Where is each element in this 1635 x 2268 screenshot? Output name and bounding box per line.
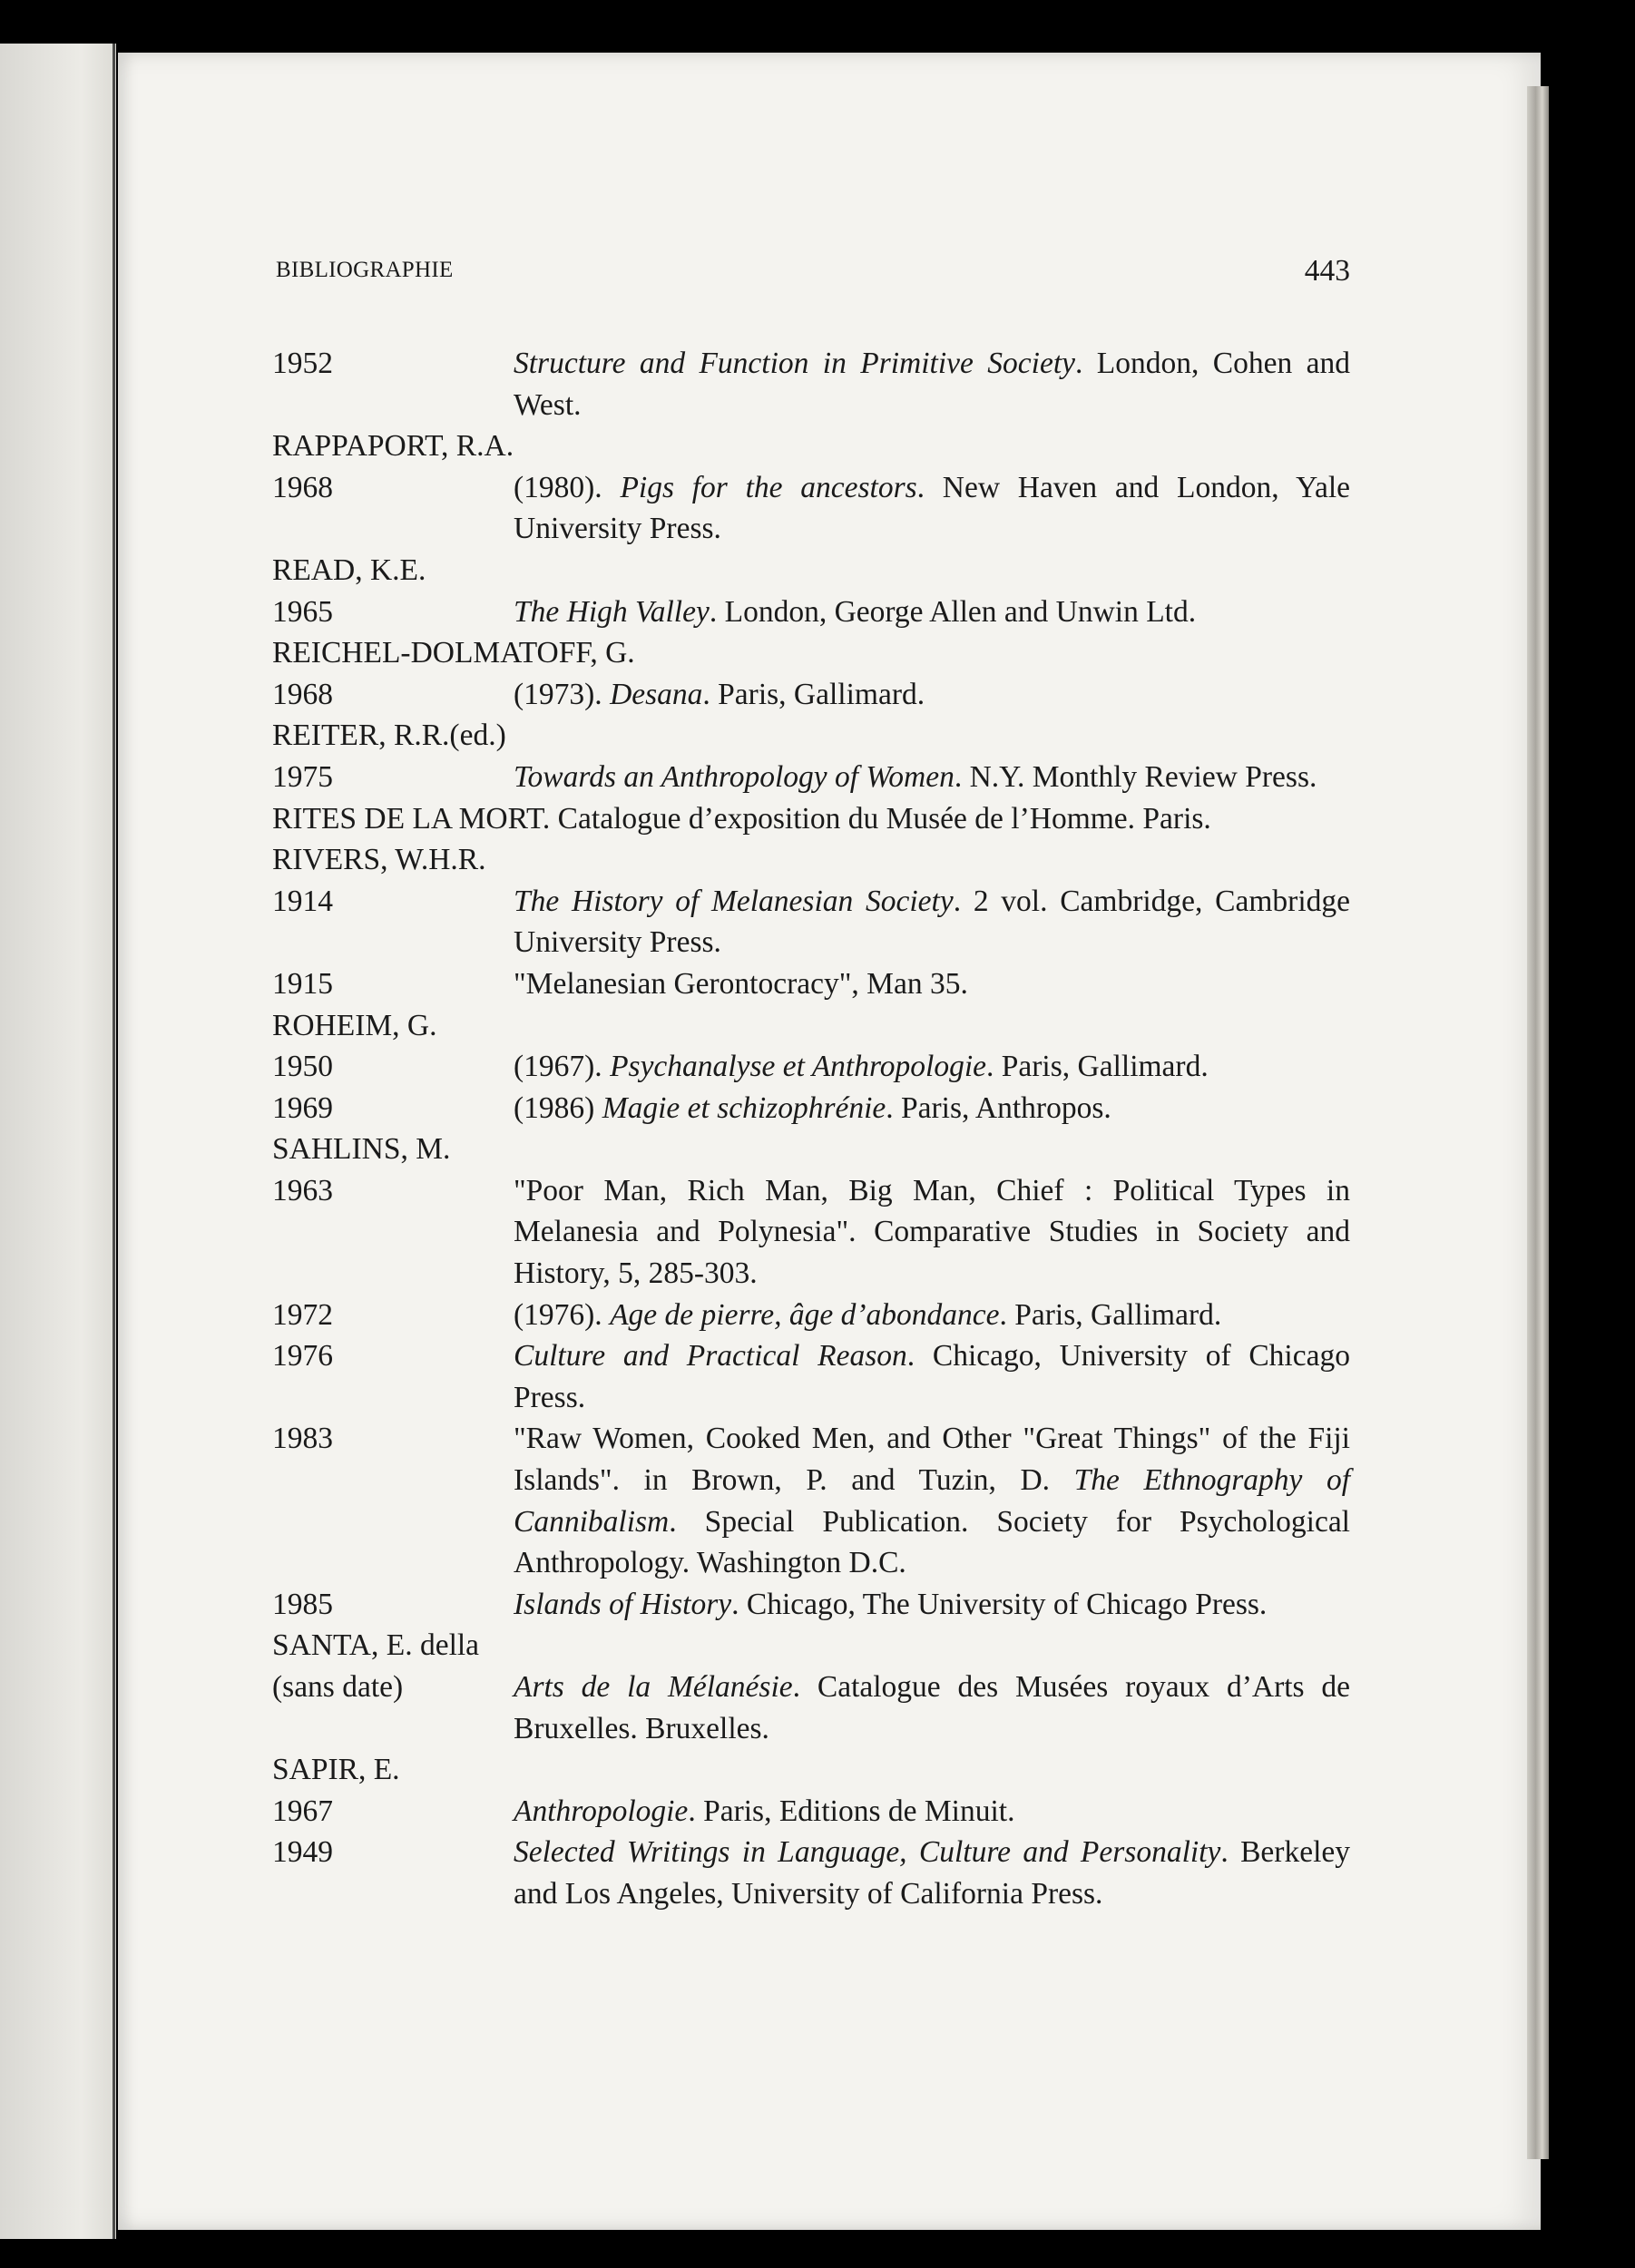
bibliography-author: SANTA, E. della (272, 1628, 480, 1663)
bibliography-entry (272, 1418, 1350, 1583)
citation-title: The High Valley (514, 594, 710, 629)
bibliography-entry (272, 1170, 1350, 1295)
entry-citation (514, 343, 1350, 425)
citation-title: Arts de la Mélanésie (514, 1670, 793, 1704)
bibliography-entry (272, 881, 1350, 963)
citation-title: Towards an Anthropology of Women (514, 759, 955, 794)
citation-text: "Raw Women, Cooked Men, and Other "Great Things" of the Fiji Islands". in Brown, P. and Tuzin, D. (514, 1422, 1350, 1498)
citation-title: Structure and Function in Primitive Society (514, 347, 1076, 380)
entry-citation (514, 881, 1350, 963)
entry-citation (514, 1295, 1350, 1336)
citation-text: . Paris, Gallimard. (986, 1050, 1209, 1084)
entry-year: 1963 (272, 1173, 333, 1207)
citation-text: (1986) (514, 1090, 602, 1125)
citation-text: . Paris, Anthropos. (886, 1090, 1111, 1125)
entry-year: 1915 (272, 966, 333, 1001)
citation-title: Magie et schizophrénie (602, 1090, 886, 1125)
entry-year: 1950 (272, 1050, 333, 1084)
bibliography-author: ROHEIM, G. (272, 1008, 437, 1042)
bibliography-author: REICHEL-DOLMATOFF, G. (272, 636, 635, 670)
bibliography-entry (272, 674, 1350, 716)
bibliography-entry (272, 591, 1350, 633)
entry-year: 1968 (272, 470, 333, 504)
bibliography-entry (272, 963, 1350, 1005)
bibliography-entry (272, 1335, 1350, 1418)
entry-year: 1976 (272, 1339, 333, 1374)
citation-text: . Paris, Gallimard. (702, 677, 925, 711)
citation-title: Selected Writings in Language, Culture and Personality (514, 1835, 1221, 1870)
bibliography-list (272, 343, 1350, 1915)
running-title: BIBLIOGRAPHIE (276, 258, 454, 282)
entry-year: 1949 (272, 1835, 333, 1870)
citation-text: . Catalogue des Musées royaux d’Arts de Bruxelles. Bruxelles. (514, 1670, 1351, 1745)
citation-title: Pigs for the ancestors (620, 470, 917, 504)
entry-citation (514, 467, 1350, 550)
citation-text: (1976). (514, 1297, 611, 1332)
entry-citation (514, 1418, 1350, 1583)
bibliography-author: REITER, R.R.(ed.) (272, 719, 506, 753)
bibliography-author: RIVERS, W.H.R. (272, 843, 486, 877)
citation-title: Age de pierre, âge d’abondance (610, 1297, 1000, 1332)
citation-title: The Ethnography of Cannibalism (514, 1463, 1351, 1539)
citation-text: (1967). (514, 1050, 611, 1084)
citation-text: "Poor Man, Rich Man, Big Man, Chief : Political Types in Melanesia and Polynesia". Comparative Studies in Society and History, 5, 285-303. (514, 1173, 1350, 1291)
bibliography-entry (272, 343, 1350, 425)
citation-title: Anthropologie (514, 1794, 689, 1828)
citation-text: . Berkeley and Los Angeles, University of California Press. (514, 1835, 1350, 1911)
citation-text: . Paris, Editions de Minuit. (688, 1794, 1015, 1828)
entry-year: 1952 (272, 347, 333, 380)
page-stack-edge (1527, 86, 1549, 2159)
page-number: 443 (1304, 254, 1350, 288)
entry-year: 1985 (272, 1587, 333, 1621)
entry-year: 1983 (272, 1422, 333, 1456)
bibliography-entry (272, 1295, 1350, 1336)
bibliography-entry (272, 1832, 1350, 1914)
entry-citation (514, 1335, 1350, 1418)
entry-year: 1969 (272, 1090, 333, 1125)
entry-year: 1965 (272, 594, 333, 629)
entry-year: 1968 (272, 677, 333, 711)
entry-year: 1914 (272, 884, 333, 918)
citation-text: (1980). (514, 470, 621, 504)
citation-title: Islands of History (514, 1587, 732, 1621)
entry-citation (514, 757, 1350, 798)
bibliography-author: RITES DE LA MORT. Catalogue d’exposition du Musée de l’Homme. Paris. (272, 801, 1211, 836)
entry-year: 1967 (272, 1794, 333, 1828)
bibliography-entry (272, 1046, 1350, 1088)
citation-text: (1973). (514, 677, 611, 711)
bibliography-entry (272, 467, 1350, 550)
citation-text: . London, George Allen and Unwin Ltd. (709, 594, 1197, 629)
entry-citation (514, 674, 1350, 716)
bibliography-entry (272, 757, 1350, 798)
bibliography-author: READ, K.E. (272, 552, 426, 587)
citation-title: Culture and Practical Reason (514, 1339, 907, 1374)
entry-citation (514, 1791, 1350, 1833)
entry-citation (514, 1667, 1350, 1749)
entry-citation (514, 1584, 1350, 1626)
citation-text: . N.Y. Monthly Review Press. (954, 759, 1317, 794)
book-spine (113, 44, 115, 2239)
entry-citation (514, 1170, 1350, 1295)
entry-citation (514, 1088, 1350, 1129)
citation-text: . Chicago, University of Chicago Press. (514, 1339, 1350, 1414)
citation-title: Desana (610, 677, 703, 711)
citation-title: Psychanalyse et Anthropologie (610, 1050, 987, 1084)
entry-year: 1972 (272, 1297, 333, 1332)
citation-text: . Chicago, The University of Chicago Press. (731, 1587, 1268, 1621)
left-page-edge (0, 44, 116, 2239)
bibliography-entry (272, 1584, 1350, 1626)
bibliography-entry (272, 1791, 1350, 1833)
citation-text: . Special Publication. Society for Psychological Anthropology. Washington D.C. (514, 1504, 1350, 1580)
citation-text: "Melanesian Gerontocracy", Man 35. (514, 966, 968, 1001)
bibliography-author: SAHLINS, M. (272, 1132, 451, 1167)
entry-citation (514, 1046, 1350, 1088)
bibliography-entry (272, 1088, 1350, 1129)
entry-citation (514, 591, 1350, 633)
entry-citation (514, 1832, 1350, 1914)
citation-text: . New Haven and London, Yale University Press. (514, 470, 1350, 546)
citation-text: . London, Cohen and West. (514, 347, 1350, 422)
citation-text: . Paris, Gallimard. (999, 1297, 1222, 1332)
entry-citation (514, 963, 1350, 1005)
entry-year: (sans date) (272, 1670, 404, 1704)
bibliography-author: RAPPAPORT, R.A. (272, 429, 514, 464)
bibliography-entry (272, 1667, 1350, 1749)
entry-year: 1975 (272, 759, 333, 794)
citation-title: The History of Melanesian Society (514, 884, 954, 918)
bibliography-author: SAPIR, E. (272, 1753, 400, 1787)
citation-text: . 2 vol. Cambridge, Cambridge University Press. (514, 884, 1350, 960)
